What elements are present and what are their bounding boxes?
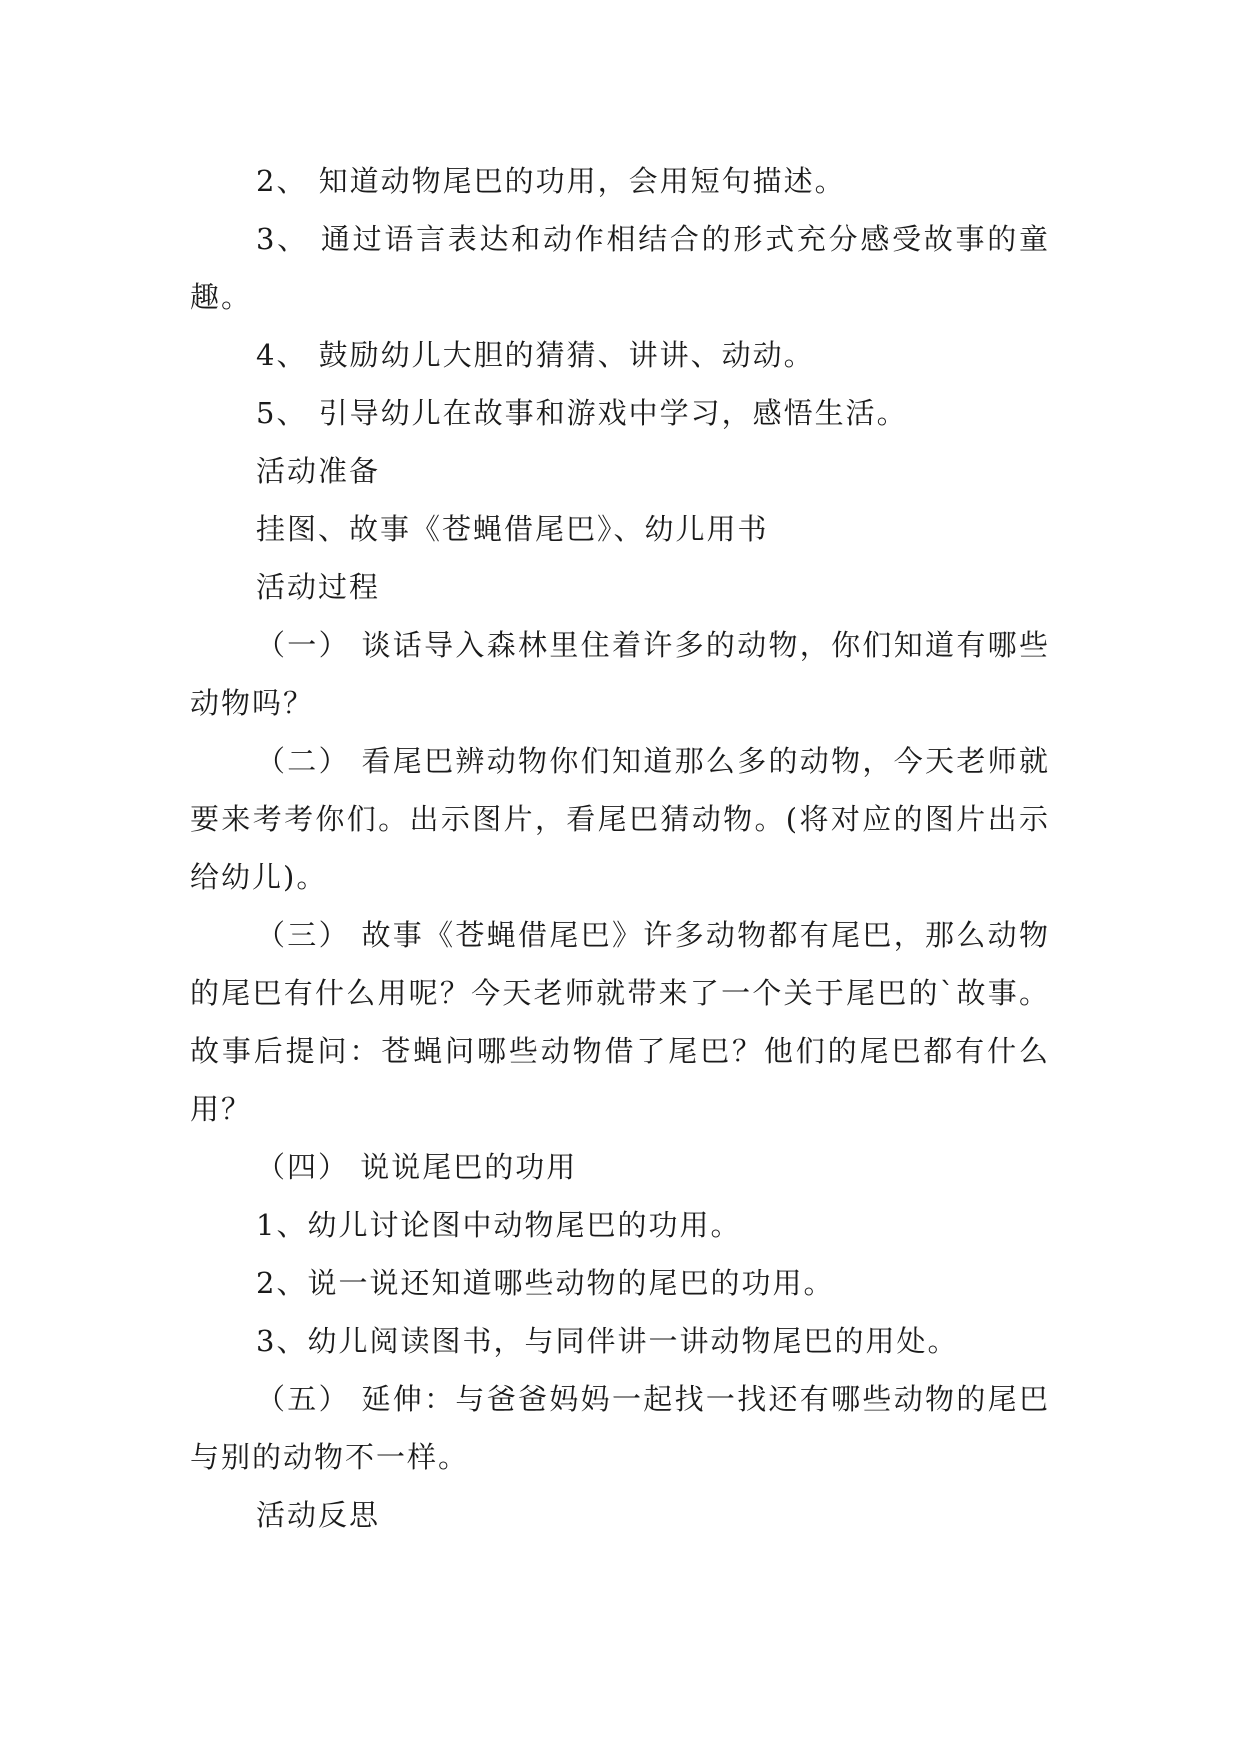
process-step-5: （五） 延伸：与爸爸妈妈一起找一找还有哪些动物的尾巴与别的动物不一样。	[190, 1382, 1050, 1474]
process-step-3: （三） 故事《苍蝇借尾巴》许多动物都有尾巴，那么动物的尾巴有什么用呢？今天老师就带来了一个关于尾巴的`故事。故事后提问：苍蝇问哪些动物借了尾巴？他们的尾巴都有什么用？	[190, 918, 1050, 1126]
step-4-item-1: 1、幼儿讨论图中动物尾巴的功用。	[256, 1208, 742, 1242]
process-step-2: （二） 看尾巴辨动物你们知道那么多的动物，今天老师就要来考考你们。出示图片，看尾巴猜动物。(将对应的图片出示给幼儿)。	[190, 744, 1050, 894]
objective-5: 5、 引导幼儿在故事和游戏中学习，感悟生活。	[256, 396, 908, 430]
objective-3: 3、 通过语言表达和动作相结合的形式充分感受故事的童趣。	[190, 222, 1050, 314]
preparation-materials: 挂图、故事《苍蝇借尾巴》、幼儿用书	[256, 512, 769, 546]
step-4-item-3: 3、幼儿阅读图书，与同伴讲一讲动物尾巴的用处。	[256, 1324, 959, 1358]
section-heading-process: 活动过程	[256, 570, 381, 604]
section-heading-preparation: 活动准备	[256, 454, 381, 488]
process-step-1: （一） 谈话导入森林里住着许多的动物，你们知道有哪些动物吗？	[190, 628, 1050, 720]
process-step-4: （四） 说说尾巴的功用	[256, 1150, 578, 1184]
objective-2: 2、 知道动物尾巴的功用，会用短句描述。	[256, 164, 846, 198]
section-heading-reflection: 活动反思	[256, 1498, 381, 1532]
document-body	[190, 152, 1050, 1544]
objective-4: 4、 鼓励幼儿大胆的猜猜、讲讲、动动。	[256, 338, 815, 372]
step-4-item-2: 2、说一说还知道哪些动物的尾巴的功用。	[256, 1266, 835, 1300]
